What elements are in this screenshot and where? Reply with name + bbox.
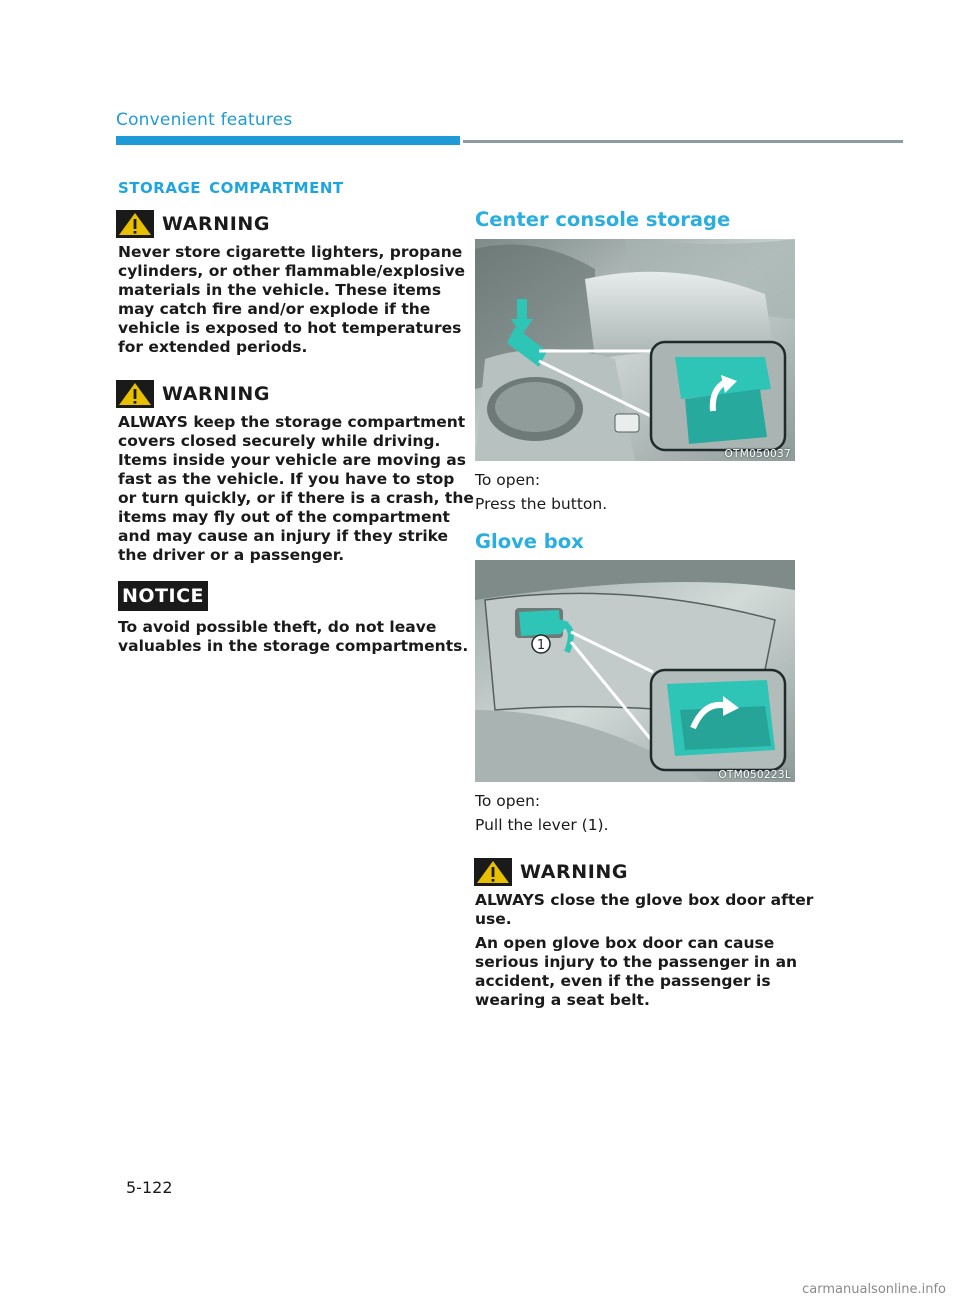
figure-code: OTM050037 bbox=[724, 448, 791, 460]
warning-text-1: Never store cigarette lighters, propane cylinders, or other flammable/explosive materials in the vehicle. These items may catch fire and/or explode if the vehicle is exposed to hot temperatures for extended periods. bbox=[118, 243, 466, 356]
warning-heading-text: WARNING bbox=[162, 383, 271, 405]
warning-text-3a: ALWAYS close the glove box door after use. bbox=[475, 891, 814, 928]
warning-heading-text: WARNING bbox=[162, 213, 271, 235]
section-title: storage compartment bbox=[118, 174, 344, 199]
warning-heading-2 bbox=[116, 380, 270, 408]
warning-triangle-icon bbox=[474, 858, 512, 886]
notice-badge: NOTICE bbox=[118, 581, 208, 611]
callout-number: 1 bbox=[536, 638, 546, 653]
warning-text-2: ALWAYS keep the storage compartment covers closed securely while driving. Items inside your vehicle are moving as fast as the vehicle. If you have to stop or turn quickly, or if there is a crash, the items may fly out of the compartment and may cause an injury if they strike the driver or a passenger. bbox=[118, 413, 474, 564]
glove-box-illustration bbox=[475, 560, 795, 782]
glove-box-step-text: Pull the lever (1). bbox=[475, 816, 609, 834]
warning-triangle-icon bbox=[116, 380, 154, 408]
figure-code: OTM050223L bbox=[718, 769, 791, 781]
glove-lever-highlight bbox=[519, 610, 561, 636]
warning-heading-text: WARNING bbox=[520, 861, 629, 883]
center-console-title: Center console storage bbox=[475, 208, 731, 231]
glove-box-title: Glove box bbox=[475, 530, 584, 553]
header-bar-accent bbox=[116, 136, 460, 145]
glove-box-figure bbox=[475, 560, 795, 782]
center-console-step-text: Press the button. bbox=[475, 495, 608, 513]
notice-text: To avoid possible theft, do not leave valuables in the storage compartments. bbox=[118, 618, 469, 655]
header-bar-rule bbox=[463, 140, 903, 143]
page-number: 5-122 bbox=[126, 1178, 173, 1197]
footer-watermark: carmanualsonline.info bbox=[802, 1282, 946, 1297]
header-title: Convenient features bbox=[116, 110, 293, 130]
center-console-illustration bbox=[475, 239, 795, 461]
center-console-step-label: To open: bbox=[475, 471, 541, 489]
warning-heading-1 bbox=[116, 210, 270, 238]
warning-triangle-icon bbox=[116, 210, 154, 238]
center-console-figure bbox=[475, 239, 795, 461]
glove-box-step-label: To open: bbox=[475, 792, 541, 810]
warning-text-3b: An open glove box door can cause serious injury to the passenger in an accident, even if the passenger is wearing a seat belt. bbox=[475, 934, 798, 1009]
warning-heading-3 bbox=[474, 858, 628, 886]
